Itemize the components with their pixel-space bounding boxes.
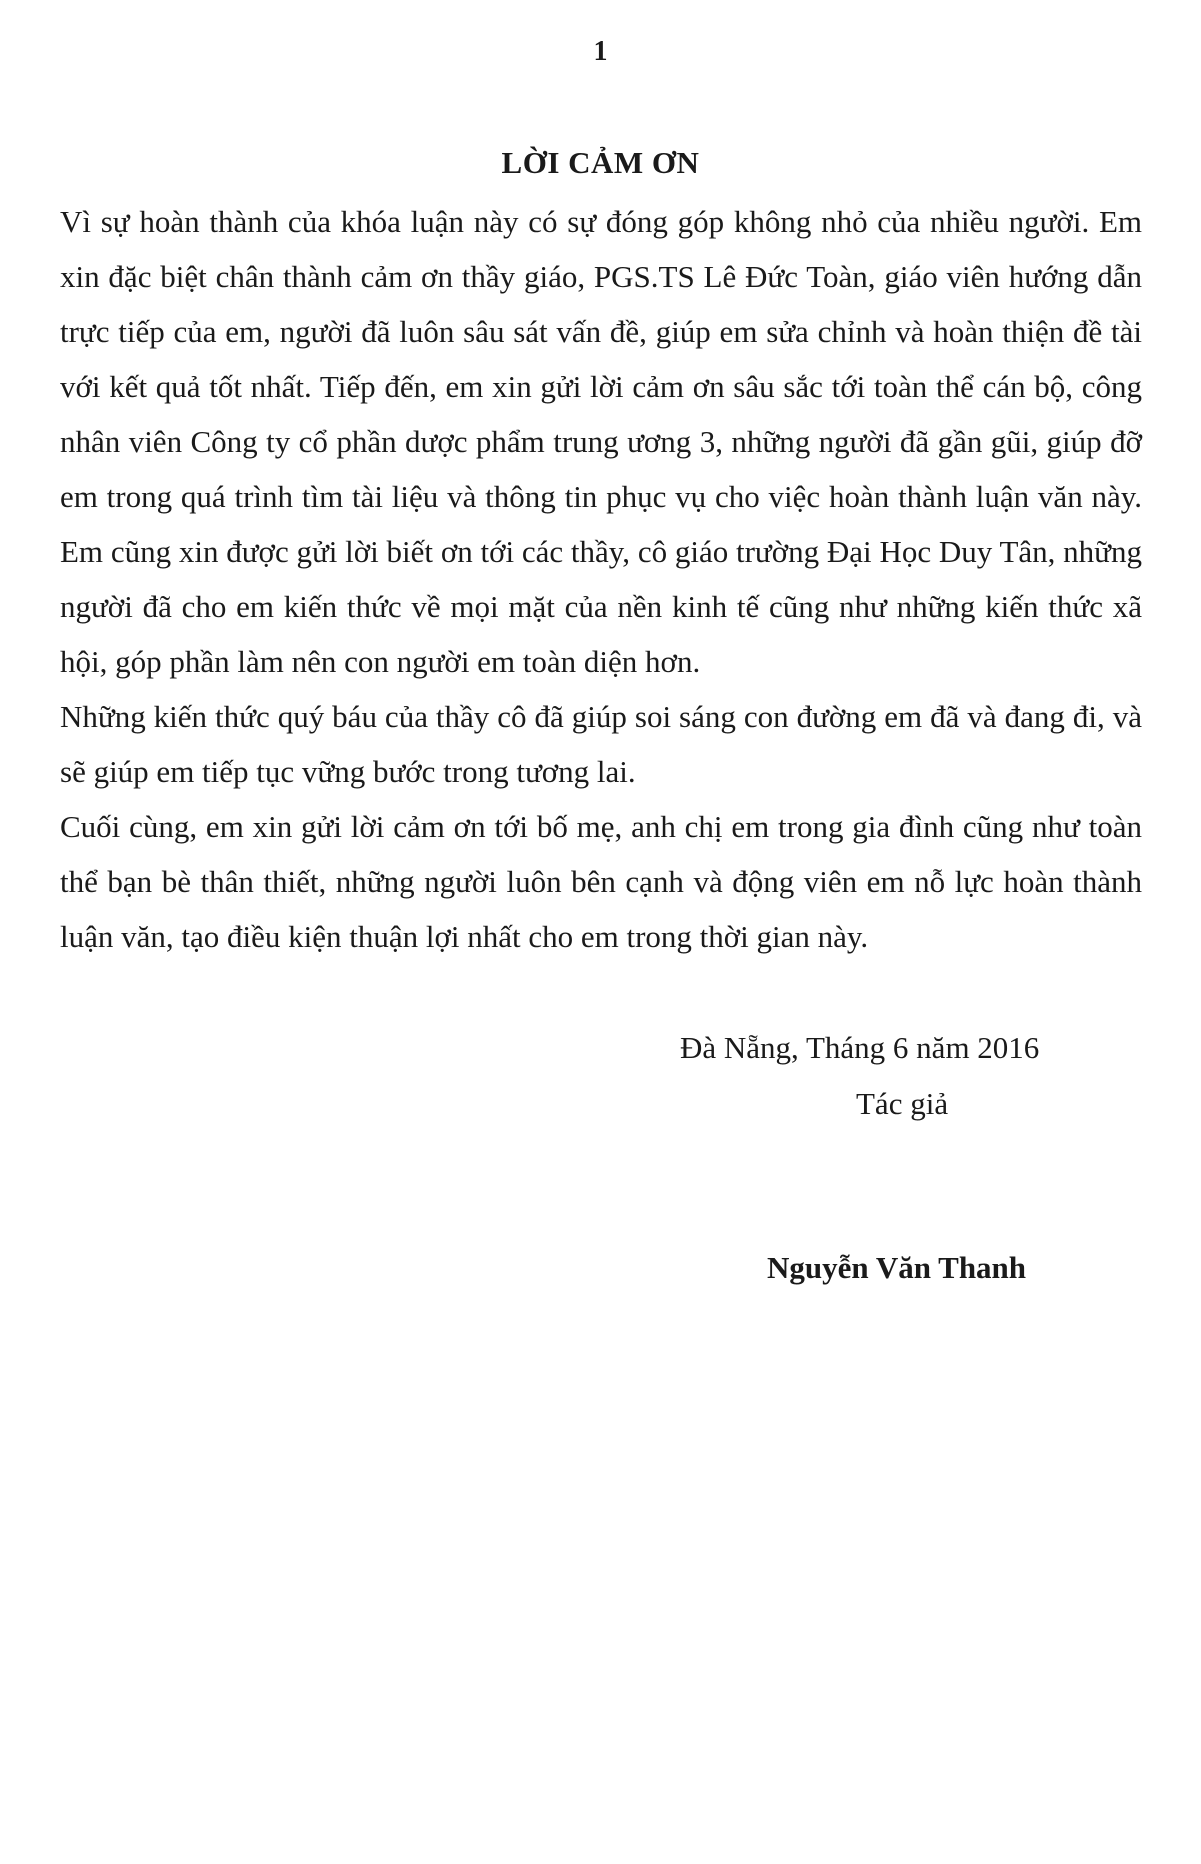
paragraph-3: Cuối cùng, em xin gửi lời cảm ơn tới bố mẹ, anh chị em trong gia đình cũng như toàn thể bạn bè thân thiết, những người luôn bên cạnh và động viên em nỗ lực hoàn thành luận văn, tạo điều kiện thuận lợi nhất cho em trong thời gian này.	[60, 809, 1142, 954]
paragraph-2: Những kiến thức quý báu của thầy cô đã giúp soi sáng con đường em đã và đang đi, và sẽ giúp em tiếp tục vững bước trong tương lai.	[60, 699, 1142, 789]
page-number: 1	[593, 36, 608, 67]
paragraph-1: Vì sự hoàn thành của khóa luận này có sự đóng góp không nhỏ của nhiều người. Em xin đặc biệt chân thành cảm ơn thầy giáo, PGS.TS Lê Đức Toàn, giáo viên hướng dẫn trực tiếp của em, người đã luôn sâu sát vấn đề, giúp em sửa chỉnh và hoàn thiện đề tài với kết quả tốt nhất. Tiếp đến, em xin gửi lời cảm ơn sâu sắc tới toàn thể cán bộ, công nhân viên Công ty cổ phần dược phẩm trung ương 3, những người đã gần gũi, giúp đỡ em trong quá trình tìm tài liệu và thông tin phục vụ cho việc hoàn thành luận văn này. Em cũng xin được gửi lời biết ơn tới các thầy, cô giáo trường Đại Học Duy Tân, những người đã cho em kiến thức về mọi mặt của nền kinh tế cũng như những kiến thức xã hội, góp phần làm nên con người em toàn diện hơn.	[60, 204, 1142, 679]
body-text	[60, 194, 1142, 964]
author-label: Tác giả	[856, 1086, 949, 1121]
place-date: Đà Nẵng, Tháng 6 năm 2016	[680, 1030, 1040, 1065]
author-name: Nguyễn Văn Thanh	[767, 1250, 1027, 1285]
page-title: LỜI CẢM ƠN	[501, 145, 700, 180]
